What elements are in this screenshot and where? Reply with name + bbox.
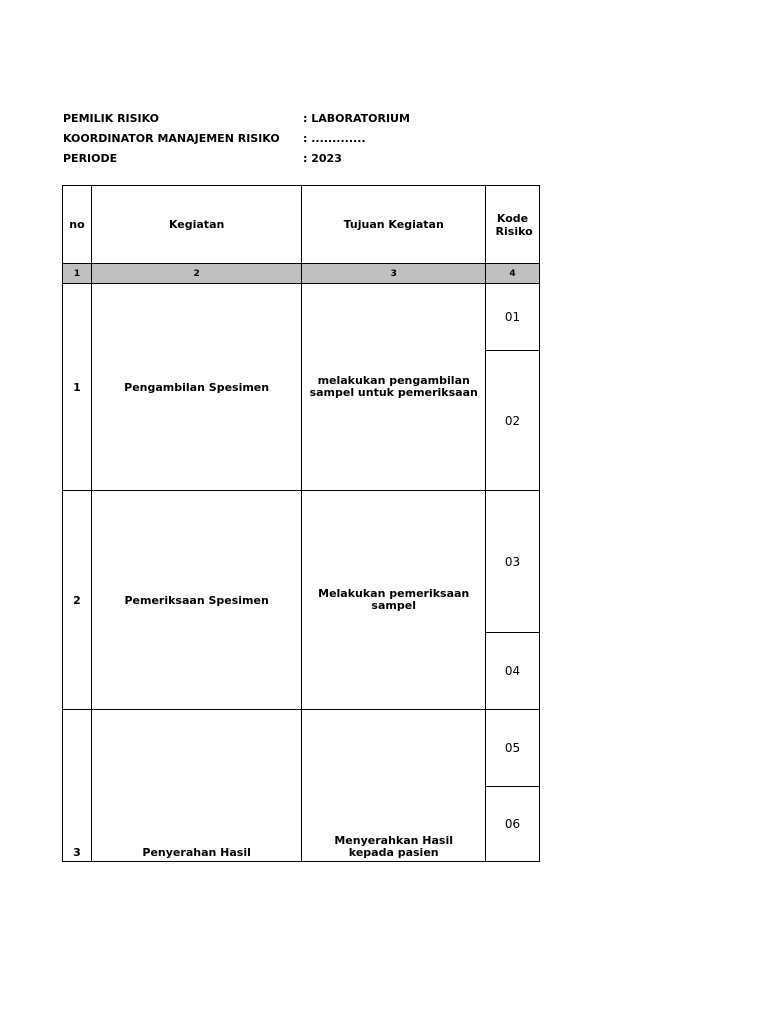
table-row bbox=[63, 710, 540, 787]
header-kegiatan: Kegiatan bbox=[91, 186, 301, 264]
row-no: 2 bbox=[63, 491, 92, 710]
row-kode: 05 bbox=[486, 710, 540, 787]
meta-label: KOORDINATOR MANAJEMEN RISIKO bbox=[63, 132, 280, 145]
row-tujuan bbox=[302, 710, 486, 862]
risk-table-container bbox=[62, 185, 540, 865]
meta-row-koordinator bbox=[63, 129, 503, 149]
row-kegiatan: Pengambilan Spesimen bbox=[91, 284, 301, 491]
row-no: 3 bbox=[63, 710, 92, 862]
table-row bbox=[63, 491, 540, 633]
meta-label: PERIODE bbox=[63, 152, 118, 165]
row-kegiatan: Penyerahan Hasil bbox=[91, 710, 301, 862]
index-cell: 4 bbox=[486, 264, 540, 284]
table-row bbox=[63, 284, 540, 351]
row-kode: 06 bbox=[486, 787, 540, 862]
table-header-row bbox=[63, 186, 540, 264]
header-kode-label: Kode Risiko bbox=[495, 211, 533, 238]
risk-table bbox=[62, 185, 540, 862]
row-tujuan: Melakukan pemeriksaan sampel bbox=[302, 491, 486, 710]
row-kode: 03 bbox=[486, 491, 540, 633]
row-kode: 02 bbox=[486, 351, 540, 491]
index-cell: 3 bbox=[302, 264, 486, 284]
document-meta bbox=[63, 109, 503, 169]
header-no: no bbox=[63, 186, 92, 264]
header-tujuan: Tujuan Kegiatan bbox=[302, 186, 486, 264]
row-no: 1 bbox=[63, 284, 92, 491]
index-cell: 1 bbox=[63, 264, 92, 284]
meta-label: PEMILIK RISIKO bbox=[63, 112, 160, 125]
table-index-row bbox=[63, 264, 540, 284]
row-kegiatan: Pemeriksaan Spesimen bbox=[91, 491, 301, 710]
row-tujuan-text: Menyerahkan Hasil kepada pasien bbox=[334, 835, 454, 859]
meta-value: : ............. bbox=[303, 132, 366, 145]
header-kode bbox=[486, 186, 540, 264]
row-kode: 01 bbox=[486, 284, 540, 351]
meta-value: : 2023 bbox=[303, 152, 342, 165]
meta-value: : LABORATORIUM bbox=[303, 112, 410, 125]
index-cell: 2 bbox=[91, 264, 301, 284]
row-kode: 04 bbox=[486, 633, 540, 710]
meta-row-pemilik bbox=[63, 109, 503, 129]
row-tujuan: melakukan pengambilan sampel untuk pemeriksaan bbox=[302, 284, 486, 491]
meta-row-periode bbox=[63, 149, 503, 169]
